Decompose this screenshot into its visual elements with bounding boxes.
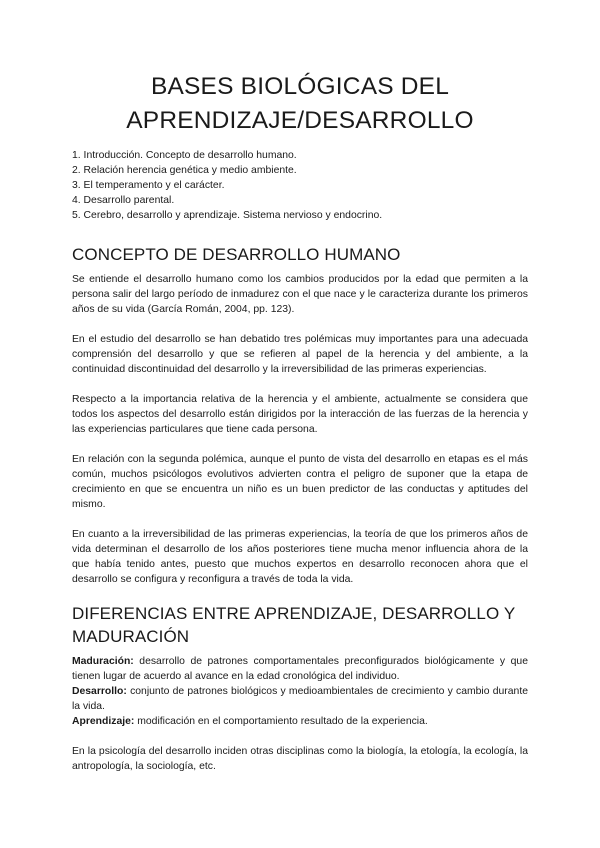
toc-item: 1. Introducción. Concepto de desarrollo humano. <box>72 150 297 161</box>
title-line-2: APRENDIZAJE/DESARROLLO <box>126 107 474 134</box>
section-heading-line-2: MADURACIÓN <box>72 627 190 646</box>
table-of-contents <box>72 148 528 223</box>
definition-maduracion <box>72 654 528 684</box>
toc-item: 4. Desarrollo parental. <box>72 195 175 206</box>
definition-text: desarrollo de patrones comportamentales preconfigurados biológicamente y que tienen lugar de acuerdo al avance en la edad cronológica del individuo. <box>72 656 528 682</box>
paragraph: En el estudio del desarrollo se han debatido tres polémicas muy importantes para una adecuada comprensión del desarrollo y que se refieren al papel de la herencia y del ambiente, a la continuidad discontinuidad del desarrollo y la irreversibilidad de las primeras experiencias. <box>72 334 528 375</box>
definitions-list <box>72 654 528 729</box>
section-heading-line-1: DIFERENCIAS ENTRE APRENDIZAJE, DESARROLLO Y <box>72 604 516 623</box>
paragraph: Se entiende el desarrollo humano como los cambios producidos por la edad que permiten a la persona salir del largo período de inmadurez con el que nace y le caracteriza durante los primeros años de su vida (García Román, 2004, pp. 123). <box>72 274 528 315</box>
toc-item: 5. Cerebro, desarrollo y aprendizaje. Sistema nervioso y endocrino. <box>72 210 383 221</box>
section-heading-diferencias <box>72 602 528 648</box>
closing-paragraph: En la psicología del desarrollo inciden otras disciplinas como la biología, la etología, la ecología, la antropología, la sociología, etc. <box>72 746 528 772</box>
paragraph: En cuanto a la irreversibilidad de las primeras experiencias, la teoría de que los primeros años de vida determinan el desarrollo de los años posteriores tiene mucha menor influencia ahora de la que había tenido antes, puesto que muchos expertos en desarrollo reconocen ahora que el desarrollo se configura y reconfigura a través de toda la vida. <box>72 529 528 585</box>
section-heading-concepto: CONCEPTO DE DESARROLLO HUMANO <box>72 245 401 264</box>
toc-item: 3. El temperamento y el carácter. <box>72 180 225 191</box>
paragraph: En relación con la segunda polémica, aunque el punto de vista del desarrollo en etapas es el más común, muchos psicólogos evolutivos advierten contra el peligro de suponer que la etapa de crecimiento en que se encuentra un niño es un buen predictor de las conductas y aptitudes del mismo. <box>72 454 528 510</box>
toc-item: 2. Relación herencia genética y medio ambiente. <box>72 165 297 176</box>
document-title <box>72 70 528 138</box>
title-line-1: BASES BIOLÓGICAS DEL <box>150 73 450 100</box>
definition-text: modificación en el comportamiento resultado de la experiencia. <box>134 716 428 727</box>
definition-desarrollo <box>72 684 528 714</box>
definition-text: conjunto de patrones biológicos y medioambientales de crecimiento y cambio durante la vida. <box>72 686 528 712</box>
definition-term: Aprendizaje: <box>72 716 135 727</box>
paragraph: Respecto a la importancia relativa de la herencia y el ambiente, actualmente se considera que todos los aspectos del desarrollo están dirigidos por la interacción de las fuerzas de la herencia y las experiencias particulares que tiene cada persona. <box>72 394 528 435</box>
definition-term: Desarrollo: <box>72 686 127 697</box>
definition-aprendizaje <box>72 714 528 729</box>
definition-term: Maduración: <box>72 656 134 667</box>
